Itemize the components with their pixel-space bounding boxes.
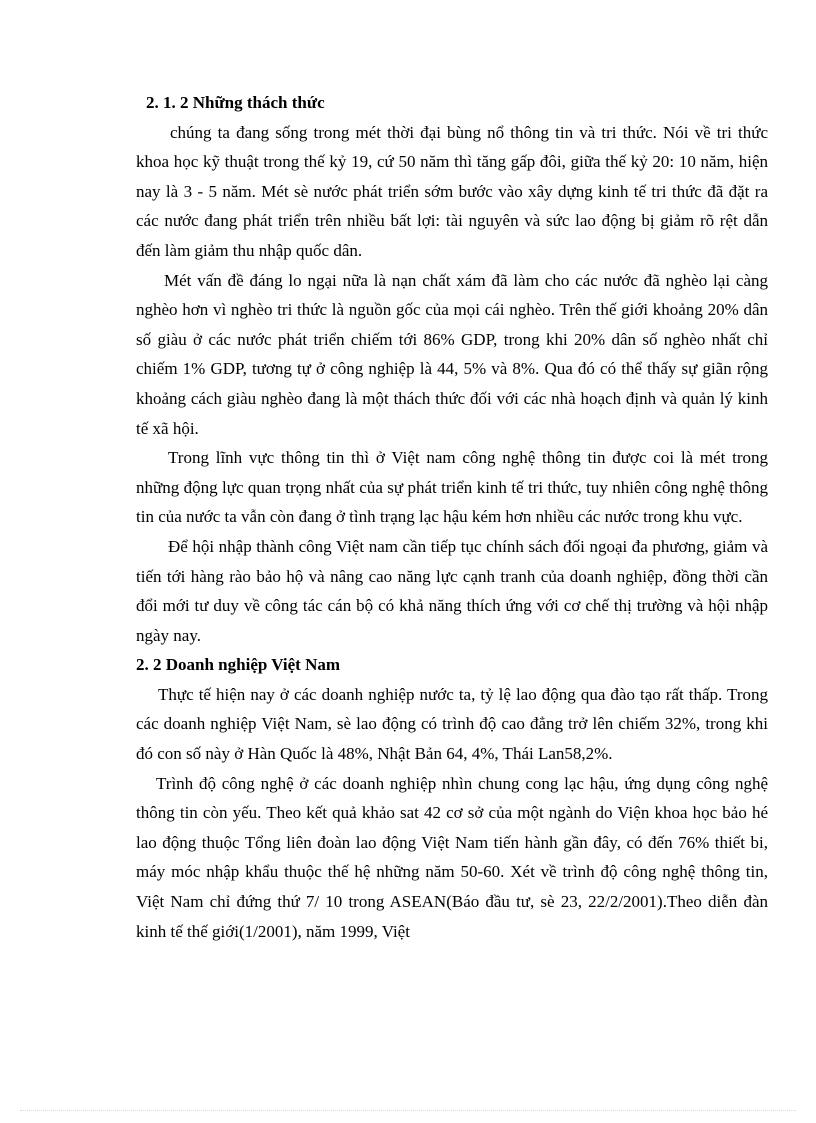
paragraph-integration: Để hội nhập thành công Việt nam cần tiếp tục chính sách đối ngoại đa phương, giảm và tiến tới hàng rào bảo hộ và nâng cao năng lực cạnh tranh của doanh nghiệp, đồng thời cần đổi mới tư duy về công tác cán bộ có khả năng thích ứng với cơ chế thị trường và hội nhập ngày nay. — [136, 536, 768, 645]
paragraph-knowledge-era: chúng ta đang sống trong mét thời đại bùng nổ thông tin và tri thức. Nói về tri thức khoa học kỹ thuật trong thế kỷ 19, cứ 50 năm thì tăng gấp đôi, giữa thế kỷ 20: 10 năm, hiện nay là 3 - 5 năm. Mét sè nước phát triển sớm bước vào xây dựng kinh tế tri thức đã đặt ra các nước đang phát triển trên nhiều bất lợi: tài nguyên và sức lao động bị giảm rõ rệt dẫn đến làm giảm thu nhập quốc dân. — [136, 122, 768, 260]
paragraph-labor-training: Thực tế hiện nay ở các doanh nghiệp nước ta, tỷ lệ lao động qua đào tạo rất thấp. Trong các doanh nghiệp Việt Nam, sè lao động có trình độ cao đẳng trở lên chiếm 32%, trong khi đó con số này ở Hàn Quốc là 48%, Nhật Bản 64, 4%, Thái Lan58,2%. — [136, 684, 768, 764]
section-heading-enterprises: 2. 2 Doanh nghiệp Việt Nam — [136, 655, 341, 675]
paragraph-technology-level: Trình độ công nghệ ở các doanh nghiệp nhìn chung cong lạc hậu, ứng dụng công nghệ thông tin còn yếu. Theo kết quả khảo sat 42 cơ sở của một ngành do Viện khoa học bảo hé lao động thuộc Tổng liên đoàn lao động Việt Nam tiến hành gần đây, có đến 76% thiết bi, máy móc nhập khẩu thuộc thế hệ những năm 50-60. Xét về trình độ công nghệ thông tin, Việt Nam chỉ đứng thứ 7/ 10 trong ASEAN(Báo đầu tư, sè 23, 22/2/2001).Theo diễn đàn kinh tế thế giới(1/2001), năm 1999, Việt — [136, 773, 768, 941]
document-page — [136, 88, 768, 946]
paragraph-it-vietnam: Trong lĩnh vực thông tin thì ở Việt nam công nghệ thông tin được coi là mét trong những động lực quan trọng nhất của sự phát triển kinh tế tri thức, tuy nhiên công nghệ thông tin của nước ta vẫn còn đang ở tình trạng lạc hậu kém hơn nhiều các nước trong khu vực. — [136, 448, 768, 527]
section-heading-challenges: 2. 1. 2 Những thách thức — [146, 93, 325, 112]
paragraph-brain-drain: Mét vấn đề đáng lo ngại nữa là nạn chất xám đã làm cho các nước đã nghèo lại càng nghèo hơn vì nghèo tri thức là nguồn gốc của mọi cái nghèo. Trên thế giới khoảng 20% dân số giàu ở các nước phát triển chiếm tới 86% GDP, trong khi 20% dân số nghèo nhất chỉ chiếm 1% GDP, tương tự ở công nghiệp là 44, 5% và 8%. Qua đó có thể thấy sự giãn rộng khoảng cách giàu nghèo đang là một thách thức đối với các nhà hoạch định và quản lý kinh tế xã hội. — [136, 270, 768, 438]
page-bottom-divider — [20, 1110, 796, 1111]
